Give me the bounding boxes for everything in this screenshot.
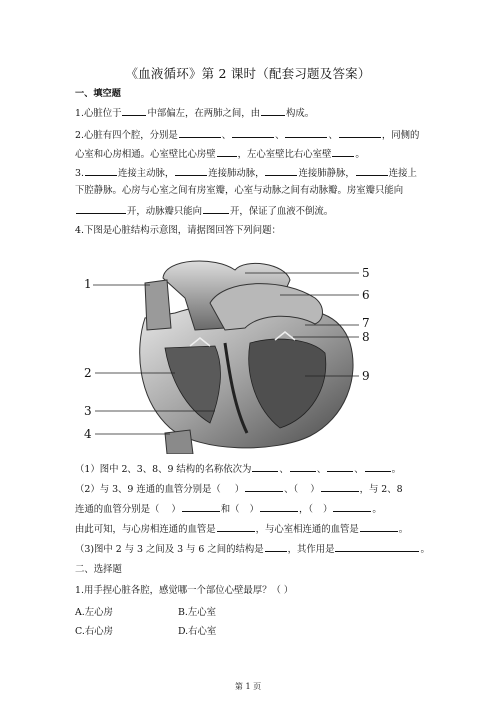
- sub-question-3: （3)图中 2 与 3 之间及 3 与 6 之间的结构是 ，其作用是 。: [75, 544, 430, 555]
- blank[interactable]: [85, 166, 117, 176]
- blank[interactable]: [321, 482, 359, 492]
- blank[interactable]: [203, 204, 229, 214]
- question-3: 3. 连接主动脉， 连接肺动脉， 连接肺静脉， 连接上: [75, 168, 417, 179]
- blank[interactable]: [332, 147, 354, 157]
- blank[interactable]: [285, 128, 327, 138]
- blank[interactable]: [290, 462, 316, 472]
- option-a[interactable]: A.左心房: [75, 607, 113, 618]
- diagram-label-6: 6: [362, 288, 370, 302]
- blank[interactable]: [265, 166, 297, 176]
- blank[interactable]: [182, 502, 220, 512]
- question-2-cont: 心室和心房相通。心室壁比心房壁 ，左心室壁比右心室壁 。: [75, 149, 365, 160]
- blank[interactable]: [217, 522, 255, 532]
- option-c[interactable]: C.右心房: [75, 626, 113, 637]
- option-d[interactable]: D.右心室: [178, 626, 217, 637]
- diagram-label-3: 3: [84, 404, 92, 418]
- blank[interactable]: [356, 166, 388, 176]
- page-number: 第 1 页: [234, 682, 262, 691]
- sub-question-2: （2）与 3、9 连通的血管分别是（ ） 、（ ） ，与 2、8: [75, 484, 403, 495]
- diagram-label-5: 5: [362, 266, 370, 280]
- diagram-label-7: 7: [362, 316, 370, 330]
- diagram-label-8: 8: [362, 330, 370, 344]
- blank[interactable]: [217, 147, 237, 157]
- blank[interactable]: [122, 106, 146, 116]
- blank[interactable]: [265, 542, 287, 552]
- sub-question-1: （1）图中 2、3、8、9 结构的名称依次为 、 、 、 。: [75, 464, 401, 475]
- blank[interactable]: [232, 128, 274, 138]
- blank[interactable]: [252, 462, 278, 472]
- blank[interactable]: [261, 106, 285, 116]
- question-1: 1.心脏位于 中部偏左，在两肺之间，由 构成。: [75, 108, 315, 119]
- question-2: 2.心脏有四个腔，分别是 、 、 、 ，同侧的: [75, 130, 420, 141]
- blank[interactable]: [335, 542, 419, 552]
- blank[interactable]: [76, 204, 126, 214]
- page-title: 《血液循环》第 2 课时（配套习题及答案）: [125, 66, 371, 81]
- blank[interactable]: [365, 462, 391, 472]
- option-b[interactable]: B.左心室: [178, 607, 216, 618]
- blank[interactable]: [175, 166, 207, 176]
- blank[interactable]: [245, 482, 283, 492]
- blank[interactable]: [260, 502, 298, 512]
- diagram-label-4: 4: [84, 427, 92, 441]
- blank[interactable]: [333, 502, 371, 512]
- blank[interactable]: [327, 462, 353, 472]
- heart-diagram: [75, 258, 405, 454]
- blank[interactable]: [179, 128, 221, 138]
- question-4: 4.下图是心脏结构示意图，请据图回答下列问题：: [75, 225, 281, 236]
- section-heading-fill: 一、填空题: [75, 88, 121, 99]
- diagram-label-1: 1: [84, 277, 92, 291]
- sub-question-2-cont: 连通的血管分别是（ ） 和（ ） ，（ ） 。: [75, 504, 382, 515]
- diagram-label-2: 2: [84, 366, 92, 380]
- choice-question-1: 1.用手捏心脏各腔，感觉哪一个部位心壁最厚？（ ）: [75, 585, 294, 596]
- question-3-cont2: 开，动脉瓣只能向 开，保证了血液不倒流。: [75, 204, 427, 218]
- blank[interactable]: [339, 128, 381, 138]
- question-3-cont: 下腔静脉。心房与心室之间有房室瓣，心室与动脉之间有动脉瓣。房室瓣只能向: [75, 185, 404, 196]
- section-heading-choice: 二、选择题: [75, 564, 122, 575]
- diagram-label-9: 9: [362, 369, 370, 383]
- sub-question-2-cont2: 由此可知，与心房相连通的血管是 ，与心室相连通的血管是 。: [75, 524, 409, 535]
- blank[interactable]: [360, 522, 398, 532]
